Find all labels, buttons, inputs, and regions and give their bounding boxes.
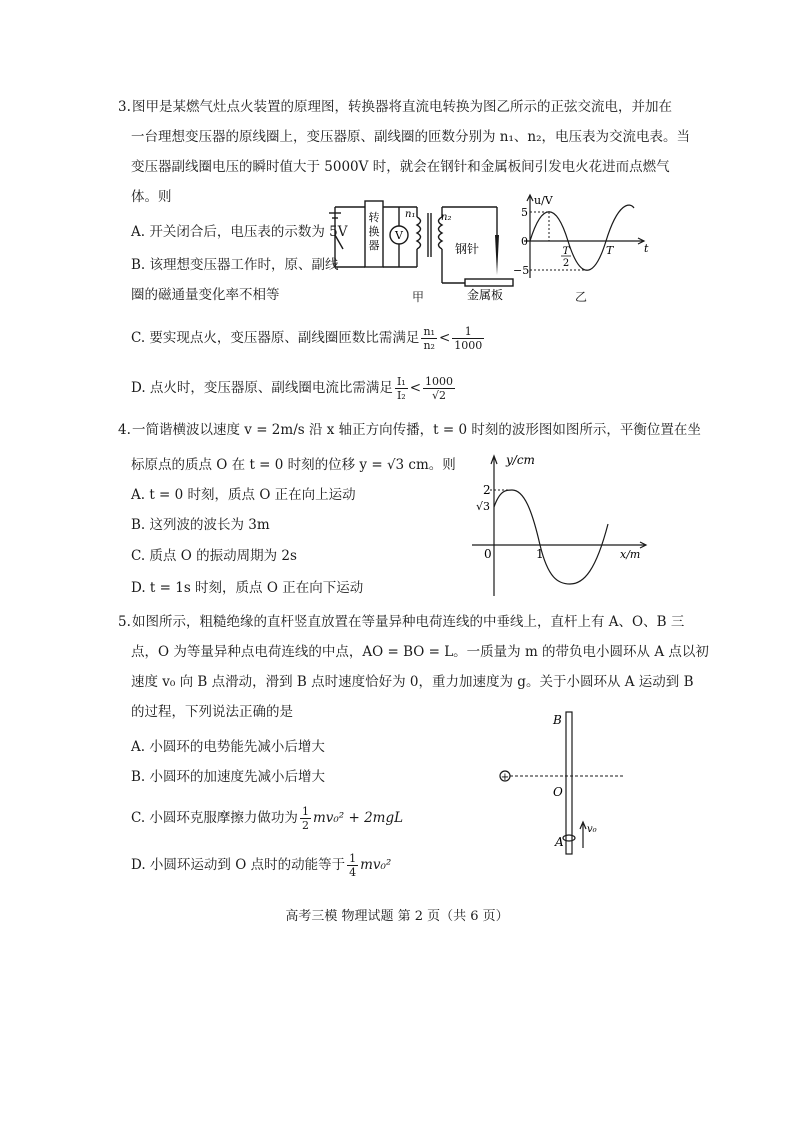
q5-option-a: A. 小圆环的电势能先减小后增大 [131,739,325,755]
q3-option-c-text: C. 要实现点火，变压器原、副线圈匝数比需满足 [131,330,420,346]
q3-option-d-fraction-left [395,375,408,402]
point-b-label: B [553,713,562,727]
q5-stem-line4: 的过程，下列说法正确的是 [131,704,293,720]
q3-option-d-fraction-right [423,375,455,402]
fraction-denominator: n₂ [423,339,435,352]
secondary-coil-label: n₂ [441,212,452,223]
q4-y-sqrt3: √3 [476,500,491,513]
yi-t-full: T [606,244,614,257]
q5-option-c-text: C. 小圆环克服摩擦力做功为 [131,810,298,826]
q5-stem-line3: 速度 v₀ 向 B 点滑动，滑到 B 点时速度恰好为 0，重力加速度为 g。关于小圆环从 A 运动到 B [131,674,694,690]
q3-figure-yi-graph [510,192,650,282]
q3-stem-line3: 变压器副线圈电压的瞬时值大于 5000V 时，就会在钢针和金属板间引发电火花进而点燃气 [131,159,670,175]
yi-ylabel: u/V [534,194,553,207]
q3-stem-line1: 图甲是某燃气灶点火装置的原理图，转换器将直流电转换为图乙所示的正弦交流电，并加在 [132,99,672,115]
fraction-numerator: n₁ [423,325,435,338]
q5-option-d [131,852,391,879]
fraction-denominator: 2 [301,819,309,832]
wave-curve [494,490,608,584]
q5-number: 5. [118,614,131,630]
fraction-denominator: 4 [349,866,357,879]
q4-option-a: A. t = 0 时刻，质点 O 正在向上运动 [131,487,356,503]
q4-stem-line1: 一简谐横波以速度 v = 2m/s 沿 x 轴正方向传播，t = 0 时刻的波形图如图所示，平衡位置在坐 [132,422,701,438]
q3-option-c [131,325,486,352]
q4-option-d: D. t = 1s 时刻，质点 O 正在向下运动 [131,580,364,596]
fraction-numerator: 1 [301,805,309,818]
q4-option-c: C. 质点 O 的振动周期为 2s [131,548,297,564]
q3-option-d-text: D. 点火时，变压器原、副线圈电流比需满足 [131,380,393,396]
q4-stem-line2: 标原点的质点 O 在 t = 0 时刻的位移 y = √3 cm。则 [131,457,456,473]
q5-option-c-expression: mv₀² + 2mgL [312,810,404,826]
q4-y-2: 2 [483,483,491,497]
q3-figure-yi-caption: 乙 [575,290,588,304]
plate-label: 金属板 [467,288,504,302]
yi-xlabel: t [644,242,649,255]
q4-x-1: 1 [536,547,544,561]
velocity-label: v₀ [587,824,597,835]
q3-option-c-fraction-right [452,325,484,352]
point-a-label: A [555,835,564,849]
fraction-denominator: I₂ [396,389,406,402]
q3-figure-jia-circuit [325,195,525,305]
yi-t-half-den: 2 [562,258,570,269]
needle-label: 钢针 [455,242,480,256]
fraction-numerator: 1000 [425,375,454,388]
q3-stem-line2: 一台理想变压器的原线圈上，变压器原、副线圈的匝数分别为 n₁、n₂，电压表为交流电表。当 [131,129,691,145]
q5-stem-line2: 点，O 为等量异种点电荷连线的中点，AO = BO = L。一质量为 m 的带负电小圆环从 A 点以初 [131,644,709,660]
q3-option-c-fraction-left [421,325,437,352]
q4-option-b: B. 这列波的波长为 3m [131,517,270,533]
yi-y-neg: −5 [513,264,530,277]
fraction-numerator: 1 [452,325,484,339]
yi-t-half-num: T [562,246,570,257]
fraction-numerator: 1 [349,852,357,865]
q4-origin: 0 [484,547,492,561]
q3-figure-jia-caption: 甲 [412,290,425,304]
fraction-denominator: 1000 [454,339,483,352]
relation-sign: < [438,330,451,346]
q5-option-c [131,805,403,832]
sine-wave [530,205,634,270]
fraction-numerator: I₁ [396,375,406,388]
q3-option-b-line1: B. 该理想变压器工作时，原、副线 [131,257,339,273]
page-footer: 高考三模 物理试题 第 2 页（共 6 页） [285,909,509,924]
q5-option-d-text: D. 小圆环运动到 O 点时的动能等于 [131,857,346,873]
point-o-label: O [553,785,563,799]
q5-option-b: B. 小圆环的加速度先减小后增大 [131,769,326,785]
q5-stem-line1: 如图所示，粗糙绝缘的直杆竖直放置在等量异种电荷连线的中垂线上，直杆上有 A、O、B 三 [132,614,685,630]
q5-rod-figure [495,708,625,856]
yi-y-zero: 0 [521,235,528,248]
plus-sign: + [500,772,510,783]
q3-option-a: A. 开关闭合后，电压表的示数为 5V [131,224,348,240]
q3-option-d [131,375,457,402]
relation-sign: < [409,380,422,396]
q5-option-d-fraction [347,852,358,879]
q3-number: 3. [118,99,131,115]
primary-coil-label: n₁ [405,209,416,220]
q3-option-b-line2: 圈的磁通量变化率不相等 [131,287,280,303]
q4-ylabel: y/cm [506,453,535,467]
voltmeter-label: V [395,229,403,242]
q5-option-c-fraction [300,805,311,832]
q4-xlabel: x/m [620,548,641,561]
q5-option-d-expression: mv₀² [360,857,392,873]
q4-wave-graph [470,450,660,598]
q4-number: 4. [118,422,131,438]
yi-y-pos: 5 [521,206,528,219]
q3-stem-line4: 体。则 [131,189,172,205]
converter-label: 转换器 [368,211,380,252]
fraction-denominator: √2 [432,389,447,402]
